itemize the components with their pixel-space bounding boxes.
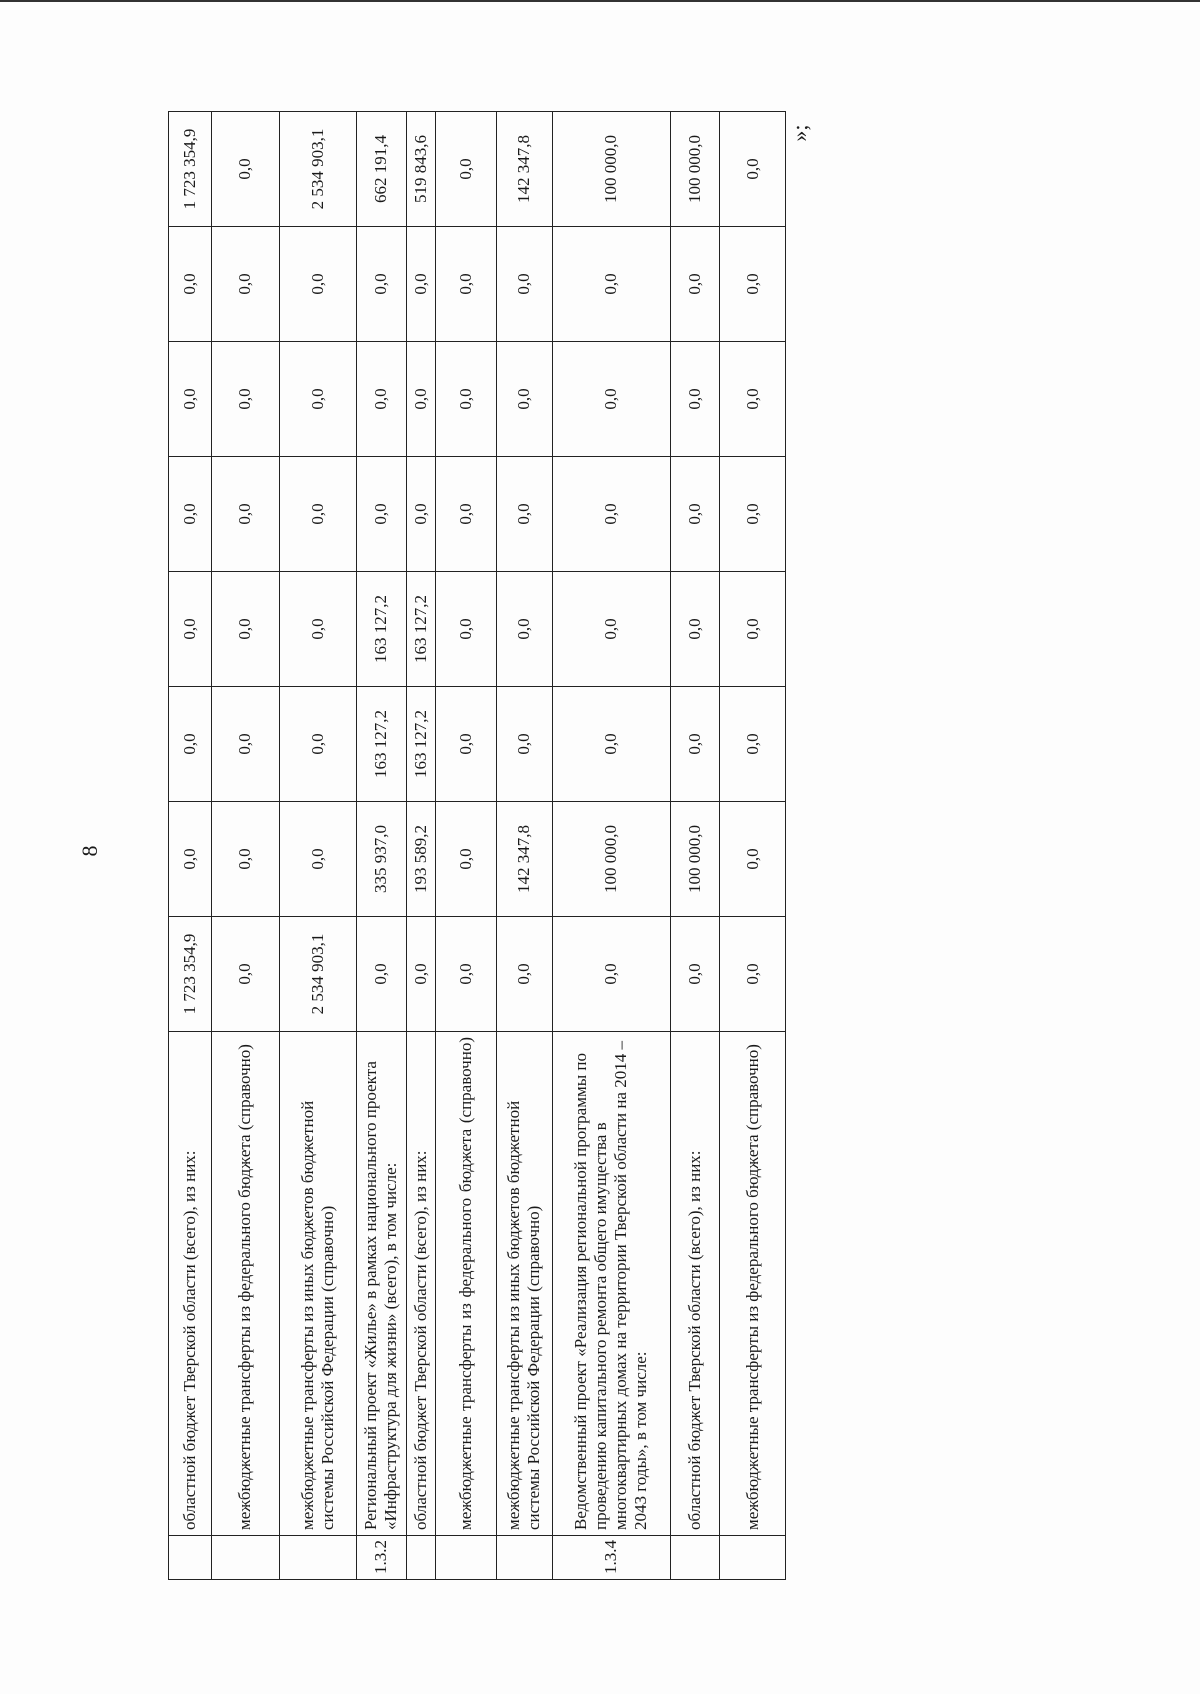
row-value: 0,0 <box>553 687 671 802</box>
row-value: 0,0 <box>720 457 786 572</box>
row-description: областной бюджет Тверской области (всего), из них: <box>169 1032 212 1536</box>
row-value: 0,0 <box>356 917 407 1032</box>
row-total-value: 0,0 <box>720 112 786 227</box>
row-value: 0,0 <box>553 917 671 1032</box>
row-value: 0,0 <box>407 342 435 457</box>
table-row <box>496 112 553 1580</box>
row-value: 0,0 <box>279 687 356 802</box>
row-code: 1.3.2 <box>356 1536 407 1580</box>
row-value: 0,0 <box>211 227 279 342</box>
row-code <box>435 1536 496 1580</box>
scan-top-edge <box>0 0 1200 2</box>
row-description: межбюджетные трансферты из федерального бюджета (справочно) <box>211 1032 279 1536</box>
row-value: 0,0 <box>720 572 786 687</box>
row-description: Региональный проект «Жилье» в рамках национального проекта «Инфраструктура для жизни» (всего), в том числе: <box>356 1032 407 1536</box>
table-row <box>553 112 671 1580</box>
row-value: 1 723 354,9 <box>169 917 212 1032</box>
row-value: 0,0 <box>720 687 786 802</box>
row-description: межбюджетные трансферты из федерального бюджета (справочно) <box>435 1032 496 1536</box>
row-total-value: 662 191,4 <box>356 112 407 227</box>
table-row <box>211 112 279 1580</box>
row-code <box>279 1536 356 1580</box>
row-value: 0,0 <box>553 457 671 572</box>
row-value: 0,0 <box>496 227 553 342</box>
row-value: 0,0 <box>211 457 279 572</box>
row-value: 0,0 <box>670 572 720 687</box>
row-code: 1.3.4 <box>553 1536 671 1580</box>
row-value: 0,0 <box>356 457 407 572</box>
row-value: 0,0 <box>553 572 671 687</box>
row-value: 163 127,2 <box>356 687 407 802</box>
row-description: областной бюджет Тверской области (всего), из них: <box>670 1032 720 1536</box>
row-description: межбюджетные трансферты из федерального бюджета (справочно) <box>720 1032 786 1536</box>
row-code <box>211 1536 279 1580</box>
row-value: 0,0 <box>720 802 786 917</box>
row-value: 0,0 <box>211 917 279 1032</box>
row-value: 2 534 903,1 <box>279 917 356 1032</box>
rotated-table-container <box>168 112 786 1580</box>
row-value: 0,0 <box>670 917 720 1032</box>
table-row <box>279 112 356 1580</box>
row-value: 0,0 <box>496 457 553 572</box>
row-code <box>720 1536 786 1580</box>
row-value: 0,0 <box>169 572 212 687</box>
row-value: 0,0 <box>670 687 720 802</box>
row-value: 0,0 <box>211 802 279 917</box>
table-row <box>356 112 407 1580</box>
table-row <box>670 112 720 1580</box>
row-code <box>407 1536 435 1580</box>
table-row <box>720 112 786 1580</box>
row-value: 0,0 <box>496 572 553 687</box>
row-value: 163 127,2 <box>407 572 435 687</box>
row-value: 0,0 <box>435 572 496 687</box>
row-value: 0,0 <box>279 227 356 342</box>
row-value: 0,0 <box>670 457 720 572</box>
row-value: 0,0 <box>169 227 212 342</box>
row-value: 0,0 <box>435 917 496 1032</box>
row-value: 0,0 <box>435 342 496 457</box>
row-value: 0,0 <box>211 572 279 687</box>
row-description: межбюджетные трансферты из иных бюджетов бюджетной системы Российской Федерации (справочно) <box>496 1032 553 1536</box>
table-row <box>435 112 496 1580</box>
row-value: 0,0 <box>169 457 212 572</box>
row-description: областной бюджет Тверской области (всего), из них: <box>407 1032 435 1536</box>
row-value: 0,0 <box>279 572 356 687</box>
row-value: 0,0 <box>356 227 407 342</box>
row-value: 0,0 <box>720 342 786 457</box>
table-row <box>169 112 212 1580</box>
row-value: 163 127,2 <box>407 687 435 802</box>
row-value: 0,0 <box>211 342 279 457</box>
row-value: 0,0 <box>435 227 496 342</box>
row-value: 0,0 <box>496 342 553 457</box>
row-value: 163 127,2 <box>356 572 407 687</box>
row-value: 0,0 <box>407 227 435 342</box>
row-value: 0,0 <box>407 917 435 1032</box>
row-value: 0,0 <box>720 917 786 1032</box>
row-value: 0,0 <box>670 342 720 457</box>
row-value: 0,0 <box>279 457 356 572</box>
row-value: 0,0 <box>496 917 553 1032</box>
row-value: 0,0 <box>435 802 496 917</box>
table-row <box>407 112 435 1580</box>
row-value: 100 000,0 <box>553 802 671 917</box>
row-value: 0,0 <box>435 457 496 572</box>
row-total-value: 100 000,0 <box>670 112 720 227</box>
closing-quote-mark: »; <box>787 124 812 142</box>
row-total-value: 1 723 354,9 <box>169 112 212 227</box>
row-total-value: 142 347,8 <box>496 112 553 227</box>
row-value: 0,0 <box>670 227 720 342</box>
row-value: 0,0 <box>435 687 496 802</box>
row-code <box>670 1536 720 1580</box>
row-code <box>496 1536 553 1580</box>
table-body <box>169 112 786 1580</box>
row-total-value: 519 843,6 <box>407 112 435 227</box>
row-description: межбюджетные трансферты из иных бюджетов бюджетной системы Российской Федерации (справочно) <box>279 1032 356 1536</box>
row-value: 100 000,0 <box>670 802 720 917</box>
row-total-value: 2 534 903,1 <box>279 112 356 227</box>
row-value: 0,0 <box>720 227 786 342</box>
row-value: 0,0 <box>169 802 212 917</box>
row-total-value: 0,0 <box>435 112 496 227</box>
row-value: 0,0 <box>169 687 212 802</box>
row-value: 0,0 <box>496 687 553 802</box>
row-value: 0,0 <box>279 342 356 457</box>
row-value: 335 937,0 <box>356 802 407 917</box>
row-value: 0,0 <box>553 342 671 457</box>
row-code <box>169 1536 212 1580</box>
row-value: 0,0 <box>356 342 407 457</box>
row-value: 193 589,2 <box>407 802 435 917</box>
page-number: 8 <box>77 845 102 857</box>
row-value: 0,0 <box>169 342 212 457</box>
row-value: 0,0 <box>553 227 671 342</box>
row-value: 0,0 <box>211 687 279 802</box>
budget-table <box>168 111 786 1580</box>
row-total-value: 100 000,0 <box>553 112 671 227</box>
row-description: Ведомственный проект «Реализация региональной программы по проведению капитального ремонта общего имущества в многоквартирных домах на территории Тверской области на 2014 – 2043 годы», в том числе: <box>553 1032 671 1536</box>
row-value: 0,0 <box>279 802 356 917</box>
row-value: 0,0 <box>407 457 435 572</box>
row-value: 142 347,8 <box>496 802 553 917</box>
row-total-value: 0,0 <box>211 112 279 227</box>
